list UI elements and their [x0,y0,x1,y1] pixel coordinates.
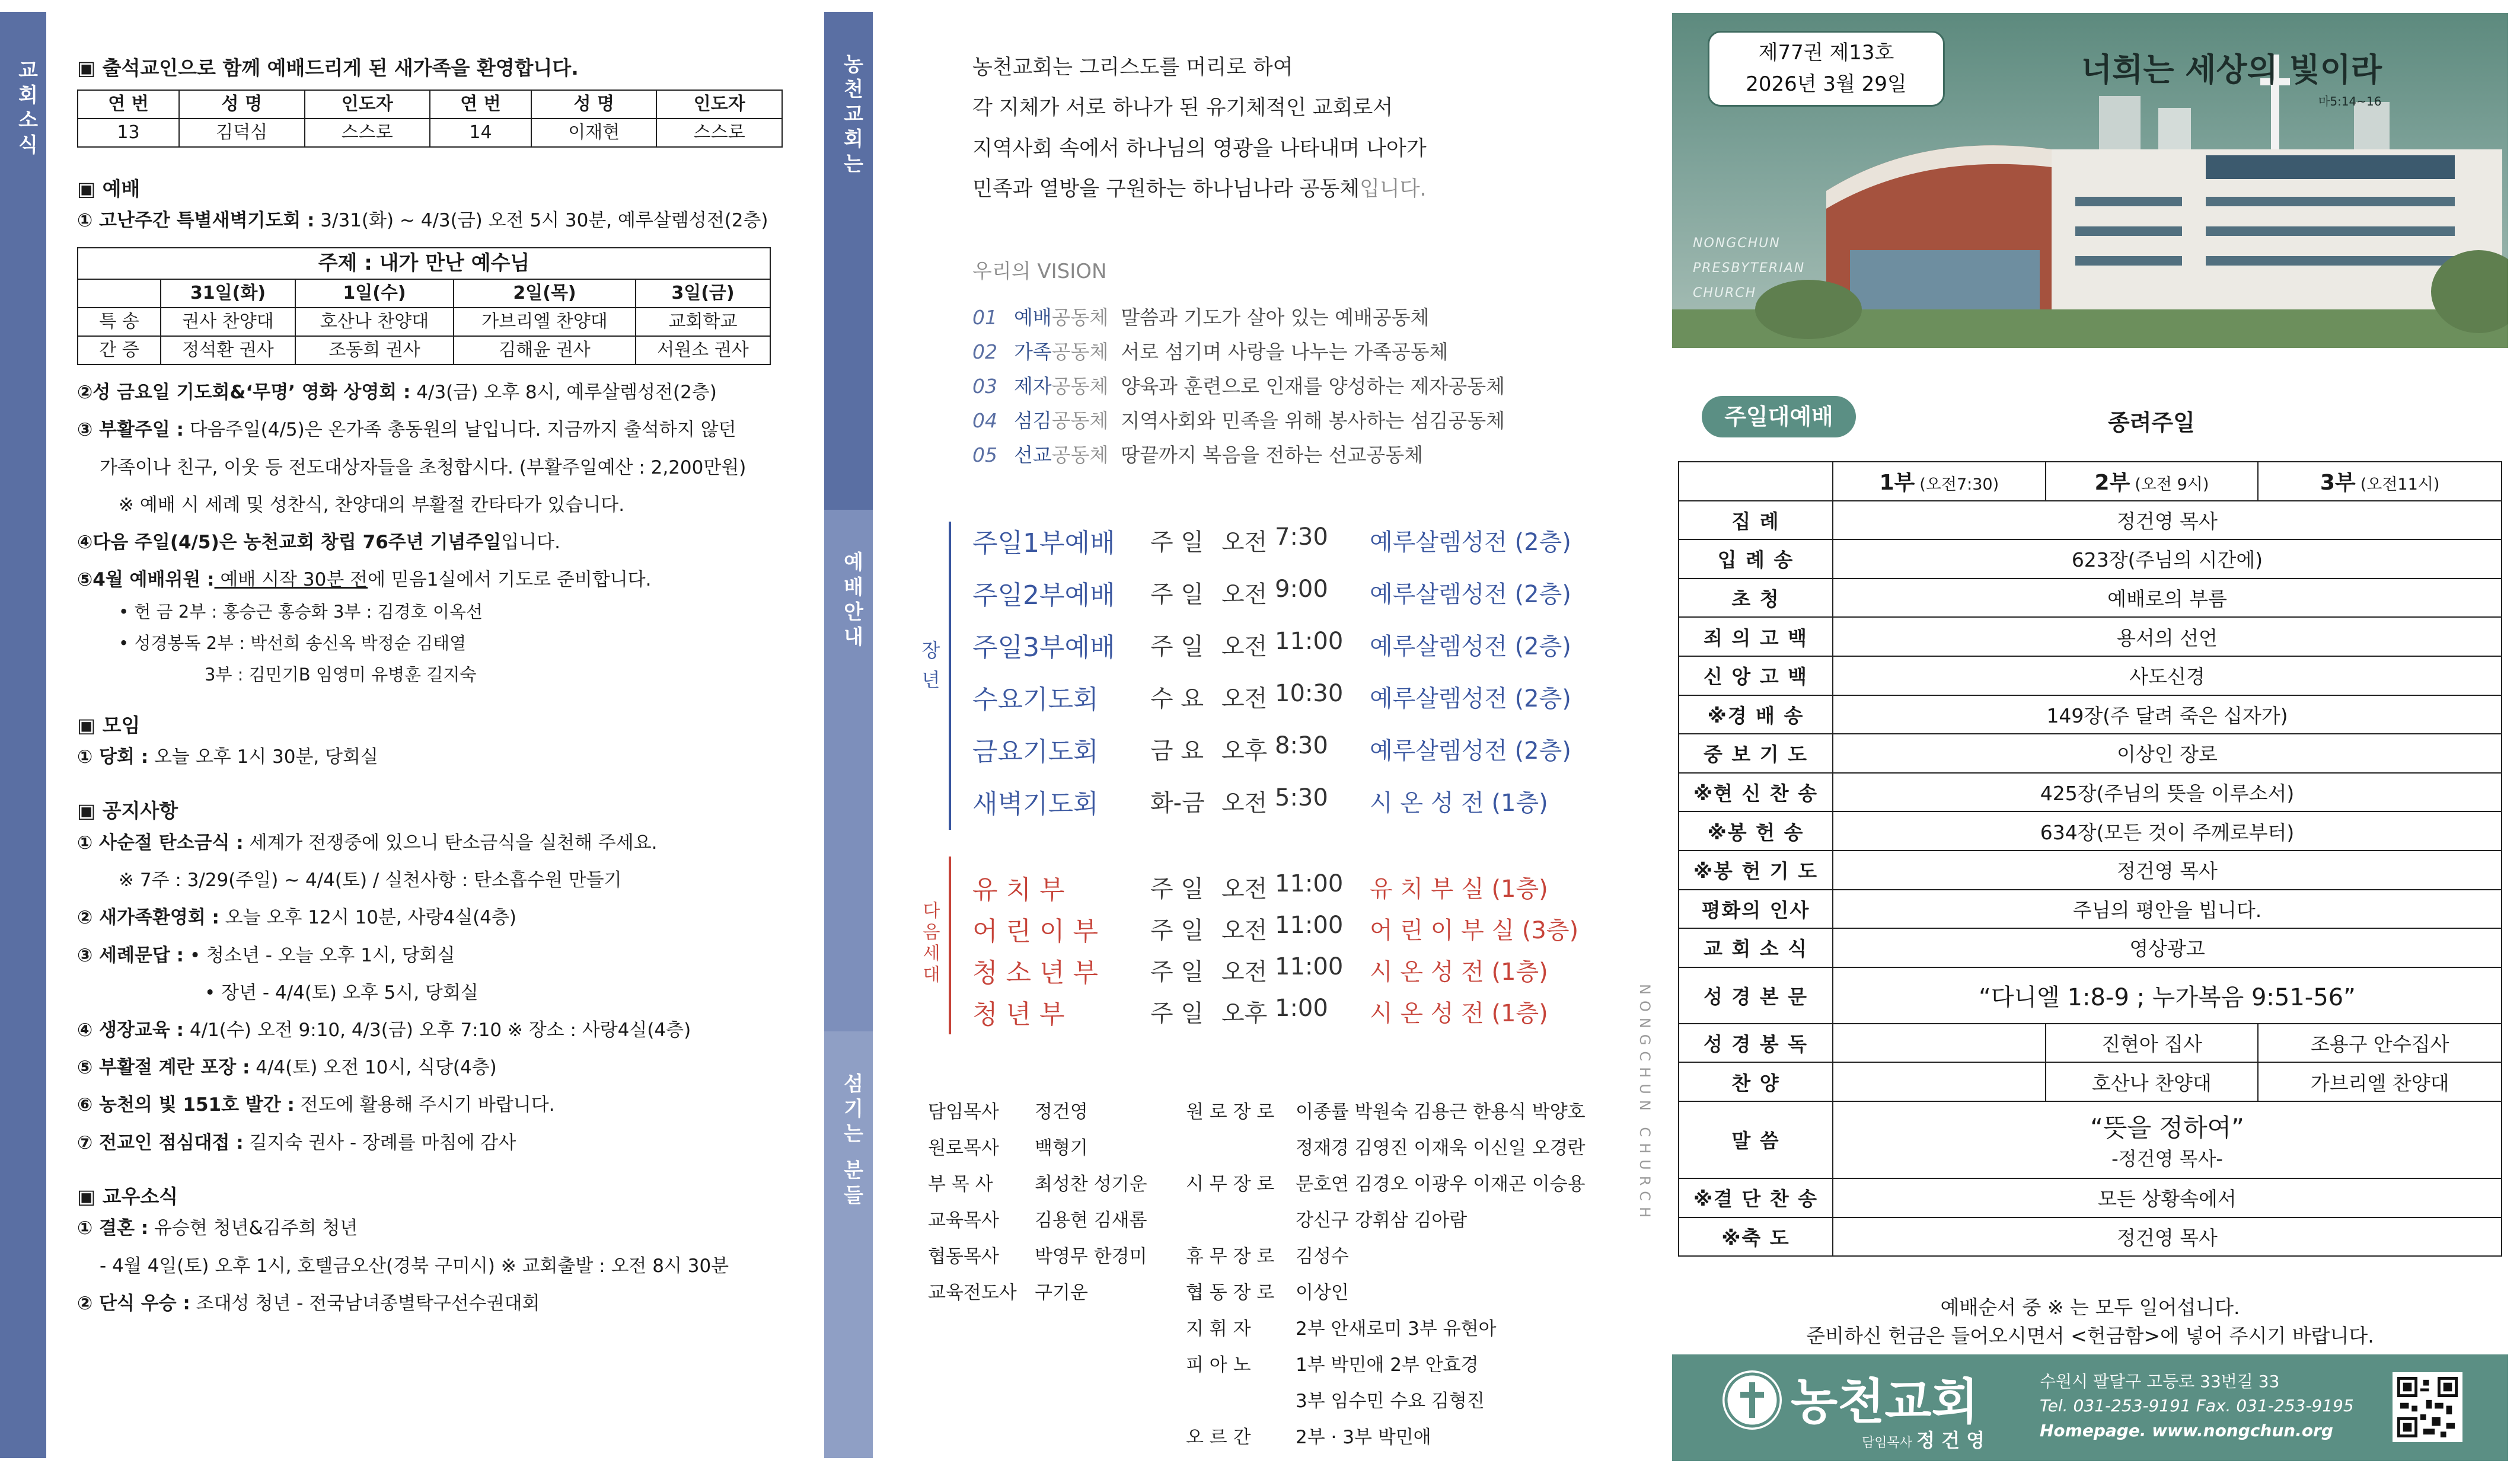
worship-row-name: 주일3부예배 [972,632,1115,663]
nf-cell: 13 [78,119,179,147]
staff-role: 협 동 장 로 [1186,1282,1275,1303]
intro-line-4: 민족과 열방을 구원하는 하나님나라 공동체입니다. [972,177,1427,201]
vision-item: 01 예배공동체 말씀과 기도가 살아 있는 예배공동체 [972,306,1430,329]
next-gen-row-day: 주 일 [1150,1000,1204,1027]
adult-bar [949,522,951,830]
notice-item-5: ⑤ 부활절 계란 포장 : 4/4(토) 오전 10시, 식당(4층) [77,1057,497,1079]
worship-row-time: 11:00 [1275,628,1344,655]
nf-header: 성 명 [179,90,304,119]
motto: 너희는 세상의 빛이라 [2081,50,2382,88]
offering-note: 준비하신 헌금은 들어오시면서 <헌금함>에 넣어 주시기 바랍니다. [1806,1324,2374,1347]
choir: 호산나 찬양대 [2046,1062,2259,1101]
stand-note: 예배순서 중 ※ 는 모두 일어섭니다. [1940,1296,2240,1319]
sermon-row [1679,1101,2502,1178]
staff-names: 3부 임수민 수요 김형진 [1296,1391,1485,1412]
order-value: 사도신경 [1833,656,2502,695]
service-time [2258,462,2502,501]
worship-row-name: 금요기도회 [972,737,1099,767]
worship-row-place: 예루살렘성전 (2층) [1370,737,1571,765]
service-time [2046,462,2259,501]
worship-item-6: • 헌 금 2부 : 홍승근 홍승화 3부 : 김경호 이옥선 [119,602,483,622]
staff-names: 김용현 김새롬 [1035,1210,1147,1231]
day-header: 31일(화) [161,279,295,308]
service-clock: (오전 9시) [2135,475,2209,494]
reading-row [1679,1024,2502,1063]
notice-item-4: ④ 생장교육 : 4/1(수) 오전 9:10, 4/3(금) 오후 7:10 ※ 장소 : 사랑4실(4층) [77,1020,691,1041]
staff-role: 피 아 노 [1186,1354,1251,1376]
order-label: 평화의 인사 [1679,890,1833,929]
order-value: 주님의 평안을 빕니다. [1833,890,2502,929]
service-part: 1부 [1879,471,1915,496]
next-gen-row-place: 어 린 이 부 실 (3층) [1370,917,1579,944]
staff-names: 이종률 박원숙 김용근 한용식 박양호 [1296,1101,1586,1123]
blank-cell [1833,1024,2046,1063]
blank-cell [1833,1062,2046,1101]
order-label: 입 례 송 [1679,539,1833,579]
worship-row-ampm: 오전 [1221,685,1268,712]
service-pill: 주일대예배 [1702,396,1856,437]
news-side-strip [0,12,46,1458]
order-row [1679,928,2502,967]
scripture-value: “다니엘 1:8-9 ; 누가복음 9:51-56” [1833,967,2502,1024]
worship-row-ampm: 오전 [1221,790,1268,817]
service-time [1833,462,2046,501]
staff-role: 시 무 장 로 [1186,1174,1275,1195]
worship-item-3c: ※ 예배 시 세례 및 성찬식, 찬양대의 부활절 칸타타가 있습니다. [119,494,625,516]
intro-side-label: 농천교회는 [840,53,863,178]
worship-row-time: 8:30 [1275,732,1328,759]
vision-item: 02 가족공동체 서로 섬기며 사랑을 나누는 가족공동체 [972,340,1449,363]
staff-names: 정건영 [1035,1101,1088,1123]
order-row [1679,1178,2502,1217]
worship-side-label: 예배안내 [840,551,863,651]
intro-side-strip [824,12,873,510]
notice-item-1b: ※ 7주 : 3/29(주일) ~ 4/4(토) / 실천사항 : 탄소흡수원 만들기 [119,870,622,891]
church-name: 농천교회 [1791,1374,1979,1430]
staff-names: 백형기 [1035,1137,1088,1159]
worship-row-day: 주 일 [1150,529,1204,556]
scripture-row [1679,967,2502,1024]
notice-item-7: ⑦ 전교인 점심대접 : 길지숙 권사 - 장례를 마침에 감사 [77,1132,516,1153]
staff-role: 부 목 사 [928,1174,993,1195]
service-part: 2부 [2094,471,2130,496]
staff-names: 최성찬 성기운 [1035,1174,1147,1195]
order-label: 집 례 [1679,501,1833,540]
notice-item-6: ⑥ 농천의 빛 151호 발간 : 전도에 활용해 주시기 바랍니다. [77,1094,555,1116]
staff-role: 교육목사 [928,1210,999,1231]
day-header: 3일(금) [636,279,770,308]
worship-row-name: 수요기도회 [972,685,1099,715]
next-gen-row-time: 11:00 [1275,953,1344,980]
times-row [1679,462,2502,501]
nf-header: 연 번 [430,90,531,119]
order-label: 말 씀 [1679,1101,1833,1178]
worship-row-place: 예루살렘성전 (2층) [1370,633,1571,660]
next-gen-row-name: 청 소 년 부 [972,958,1098,988]
next-gen-bar [949,857,951,1034]
worship-row-day: 금 요 [1150,737,1204,765]
order-label: ※경 배 송 [1679,695,1833,734]
row-label: 특 송 [78,308,161,336]
worship-item-1: ① 고난주간 특별새벽기도회 : 3/31(화) ~ 4/3(금) 오전 5시 30분, 예루살렘성전(2층) [77,210,768,232]
next-gen-row-time: 11:00 [1275,912,1344,939]
order-label: 신 앙 고 백 [1679,656,1833,695]
order-row [1679,501,2502,540]
issue-number: 제77권 제13호 [1758,41,1894,65]
worship-row-place: 예루살렘성전 (2층) [1370,685,1571,712]
pastor-line: 담임목사 정 건 영 [1862,1429,1985,1452]
staff-role: 협동목사 [928,1246,999,1267]
day-header: 2일(목) [454,279,636,308]
table-cell: 김해윤 권사 [454,336,636,365]
order-value: 영상광고 [1833,928,2502,967]
table-cell: 가브리엘 찬양대 [454,308,636,336]
intro-line-3: 지역사회 속에서 하나님의 영광을 나타내며 나아가 [972,136,1427,161]
reader: 조용구 안수집사 [2258,1024,2502,1063]
service-part: 3부 [2320,471,2356,496]
sunday-name: 종려주일 [2108,410,2195,436]
order-label: 죄 의 고 백 [1679,617,1833,656]
nf-cell: 스스로 [305,119,430,147]
table-cell: 조동희 권사 [295,336,454,365]
staff-names: 2부 · 3부 박민애 [1296,1427,1431,1448]
worship-item-3b: 가족이나 친구, 이웃 등 전도대상자들을 초청합시다. (부활주일예산 : 2,200만원) [100,456,747,478]
next-gen-row-day: 주 일 [1150,875,1204,903]
table-cell: 서원소 권사 [636,336,770,365]
order-label: 교 회 소 식 [1679,928,1833,967]
prayer-table-title: 주제 : 내가 만난 예수님 [78,248,770,279]
phone: Tel. 031-253-9191 Fax. 031-253-9195 [2040,1396,2354,1416]
worship-side-strip [824,510,873,1031]
nf-header: 인도자 [656,90,782,119]
worship-row-place: 예루살렘성전 (2층) [1370,529,1571,556]
next-gen-row-day: 주 일 [1150,958,1204,986]
staff-names: 강신구 강휘삼 김아람 [1296,1210,1468,1231]
nf-cell: 김덕심 [179,119,304,147]
vision-item: 05 선교공동체 땅끝까지 복음을 전하는 선교공동체 [972,443,1424,466]
sermon-preacher: -정건영 목사- [2111,1147,2223,1170]
table-cell: 교회학교 [636,308,770,336]
members-item-2: ② 단식 우승 : 조대성 청년 - 전국남녀종별탁구선수권대회 [77,1292,540,1314]
staff-names: 이상인 [1296,1282,1349,1303]
worship-row-ampm: 오후 [1221,737,1268,765]
worship-item-8: 3부 : 김민기B 임영미 유병훈 길지숙 [205,664,477,685]
issue-date: 2026년 3월 29일 [1746,72,1907,96]
order-row [1679,890,2502,929]
order-value: 634장(모든 것이 주께로부터) [1833,811,2502,851]
nf-header: 연 번 [78,90,179,119]
order-row [1679,734,2502,773]
staff-role: 오 르 간 [1186,1427,1251,1448]
order-row [1679,579,2502,618]
worship-row-day: 수 요 [1150,685,1204,712]
vision-item: 04 섬김공동체 지역사회와 민족을 위해 봉사하는 섬김공동체 [972,409,1505,432]
church-logo-icon [1722,1370,1782,1430]
prayer-week-table [77,247,771,365]
vertical-church-name: NONGCHUN CHURCH [1637,984,1653,1224]
next-gen-row-name: 청 년 부 [972,999,1065,1030]
order-row [1679,1217,2502,1257]
next-gen-row-place: 시 온 성 전 (1층) [1370,958,1548,986]
vision-item: 03 제자공동체 양육과 훈련으로 인재를 양성하는 제자공동체 [972,375,1505,398]
order-value: 425장(주님의 뜻을 이루소서) [1833,773,2502,812]
worship-item-4: ④다음 주일(4/5)은 농천교회 창립 76주년 기념주일입니다. [77,531,560,553]
serve-side-label: 섬기는 분들 [840,1073,863,1209]
next-gen-row-ampm: 오전 [1221,875,1268,903]
table-cell: 권사 찬양대 [161,308,295,336]
homepage: Homepage. www.nongchun.org [2040,1420,2333,1440]
table-cell: 정석환 권사 [161,336,295,365]
nf-cell: 14 [430,119,531,147]
order-value: 용서의 선언 [1833,617,2502,656]
intro-line-2: 각 지체가 서로 하나가 된 유기체적인 교회로서 [972,96,1393,120]
order-value: 이상인 장로 [1833,734,2502,773]
nf-header: 인도자 [305,90,430,119]
next-gen-row-ampm: 오전 [1221,958,1268,986]
members-item-1b: - 4월 4일(토) 오후 1시, 호텔금오산(경북 구미시) ※ 교회출발 : 오전 8시 30분 [100,1255,729,1277]
row-label: 간 증 [78,336,161,365]
order-value: 모든 상황속에서 [1833,1178,2502,1217]
order-value: 정건영 목사 [1833,501,2502,540]
newfamily-table [77,90,783,148]
worship-row-ampm: 오전 [1221,529,1268,556]
order-value: 예배로의 부름 [1833,579,2502,618]
order-row [1679,617,2502,656]
order-label: 중 보 기 도 [1679,734,1833,773]
church-news-panel [77,56,783,1330]
sermon-title: “뜻을 정하여” [2090,1113,2244,1142]
notice-heading: ▣ 공지사항 [77,799,783,823]
staff-names: 김성수 [1296,1246,1349,1267]
order-label: ※봉 헌 송 [1679,811,1833,851]
english-church-name: NONGCHUN PRESBYTERIAN CHURCH [1693,236,1806,301]
motto-reference: 마5:14~16 [2318,94,2382,108]
worship-row-place: 시 온 성 전 (1층) [1370,790,1548,817]
order-value: 149장(주 달려 죽은 십자가) [1833,695,2502,734]
next-gen-label: 다음세대 [919,901,940,986]
choir-row [1679,1062,2502,1101]
staff-names: 1부 박민애 2부 안효경 [1296,1354,1479,1376]
worship-item-2: ②성 금요일 기도회&‘무명’ 영화 상영회 : 4/3(금) 오후 8시, 예루살렘성전(2층) [77,382,717,404]
worship-row-time: 7:30 [1275,523,1328,551]
worship-row-time: 5:30 [1275,784,1328,811]
next-gen-row-name: 어 린 이 부 [972,916,1098,947]
worship-row-place: 예루살렘성전 (2층) [1370,581,1571,608]
church-intro [972,47,1427,209]
worship-row-ampm: 오전 [1221,581,1268,608]
members-heading: ▣ 교우소식 [77,1185,783,1209]
staff-role: 담임목사 [928,1101,999,1123]
worship-item-5: ⑤4월 예배위원 : 예배 시작 30분 전에 믿음1실에서 기도로 준비합니다. [77,569,652,591]
order-row [1679,539,2502,579]
worship-item-7: • 성경봉독 2부 : 박선희 송신옥 박정순 김태열 [119,633,467,654]
serve-side-strip [824,1031,873,1458]
worship-item-3: ③ 부활주일 : 다음주일(4/5)은 온가족 총동원의 날입니다. 지금까지 출석하지 않던 [77,419,736,441]
service-clock: (오전11시) [2360,475,2440,494]
order-label: 초 청 [1679,579,1833,618]
staff-role: 원로목사 [928,1137,999,1159]
staff-role: 교육전도사 [928,1282,1017,1303]
reader: 진현아 집사 [2046,1024,2259,1063]
staff-role: 원 로 장 로 [1186,1101,1275,1123]
worship-row-name: 주일1부예배 [972,528,1115,558]
worship-row-ampm: 오전 [1221,633,1268,660]
adult-label: 장년 [918,640,941,699]
choir: 가브리엘 찬양대 [2258,1062,2502,1101]
nf-header: 성 명 [531,90,656,119]
order-value: 정건영 목사 [1833,1217,2502,1257]
order-label: ※봉 헌 기 도 [1679,851,1833,890]
order-of-worship [1678,461,2502,1257]
order-value: 정건영 목사 [1833,851,2502,890]
next-gen-row-ampm: 오전 [1221,917,1268,944]
worship-row-day: 주 일 [1150,581,1204,608]
worship-row-day: 주 일 [1150,633,1204,660]
next-gen-row-day: 주 일 [1150,917,1204,944]
meeting-item-1: ① 당회 : 오늘 오후 1시 30분, 당회실 [77,746,378,768]
sermon-cell [1833,1101,2502,1178]
order-label: ※현 신 찬 송 [1679,773,1833,812]
order-row [1679,773,2502,812]
next-gen-row-ampm: 오후 [1221,1000,1268,1027]
order-row [1679,656,2502,695]
staff-names: 정재경 김영진 이재욱 이신일 오경란 [1296,1137,1586,1159]
news-side-label: 교회소식 [14,59,38,159]
intro-line-1: 농천교회는 그리스도를 머리로 하여 [972,56,1293,79]
worship-heading: ▣ 예배 [77,177,783,201]
qr-code-icon [2393,1372,2462,1442]
empty-cell [1679,462,1833,501]
next-gen-row-name: 유 치 부 [972,875,1065,905]
table-cell: 호산나 찬양대 [295,308,454,336]
staff-role: 지 휘 자 [1186,1318,1251,1340]
worship-row-time: 10:30 [1275,680,1344,707]
order-label: 성 경 봉 독 [1679,1024,1833,1063]
nf-cell: 스스로 [656,119,782,147]
notice-item-3b: • 장년 - 4/4(토) 오후 5시, 당회실 [205,982,479,1004]
order-row [1679,811,2502,851]
staff-names: 문호연 김경오 이광우 이재곤 이승용 [1296,1174,1586,1195]
staff-names: 2부 안새로미 3부 유현아 [1296,1318,1497,1340]
members-item-1: ① 결혼 : 유승현 청년&김주희 청년 [77,1217,358,1239]
order-row [1679,695,2502,734]
staff-names: 박영무 한경미 [1035,1246,1147,1267]
service-clock: (오전7:30) [1919,475,1999,494]
notice-item-3: ③ 세례문답 : • 청소년 - 오늘 오후 1시, 당회실 [77,944,455,966]
order-label: 성 경 본 문 [1679,967,1833,1024]
staff-role: 휴 무 장 로 [1186,1246,1275,1267]
order-row [1679,851,2502,890]
next-gen-row-place: 유 치 부 실 (1층) [1370,875,1548,903]
order-label: 찬 양 [1679,1062,1833,1101]
order-label: ※결 단 찬 송 [1679,1178,1833,1217]
next-gen-row-place: 시 온 성 전 (1층) [1370,1000,1548,1027]
day-header: 1일(수) [295,279,454,308]
notice-item-2: ② 새가족환영회 : 오늘 오후 12시 10분, 사랑4실(4층) [77,907,517,929]
newfamily-heading: ▣ 출석교인으로 함께 예배드리게 된 새가족을 환영합니다. [77,56,783,80]
worship-row-day: 화-금 [1150,790,1205,817]
vision-title: 우리의 VISION [972,260,1107,283]
meeting-heading: ▣ 모임 [77,714,783,737]
worship-row-time: 9:00 [1275,576,1328,603]
issue-badge [1708,31,1945,107]
nf-cell: 이재현 [531,119,656,147]
next-gen-row-time: 11:00 [1275,870,1344,897]
notice-item-1: ① 사순절 탄소금식 : 세계가 전쟁중에 있으니 탄소금식을 실천해 주세요. [77,832,658,854]
order-label: ※축 도 [1679,1217,1833,1257]
worship-row-name: 새벽기도회 [972,789,1099,819]
worship-row-name: 주일2부예배 [972,580,1115,611]
address: 수원시 팔달구 고등로 33번길 33 [2040,1372,2280,1391]
order-value: 623장(주님의 시간에) [1833,539,2502,579]
staff-names: 구기운 [1035,1282,1088,1303]
contact-info [2040,1369,2354,1443]
next-gen-row-time: 1:00 [1275,995,1328,1022]
